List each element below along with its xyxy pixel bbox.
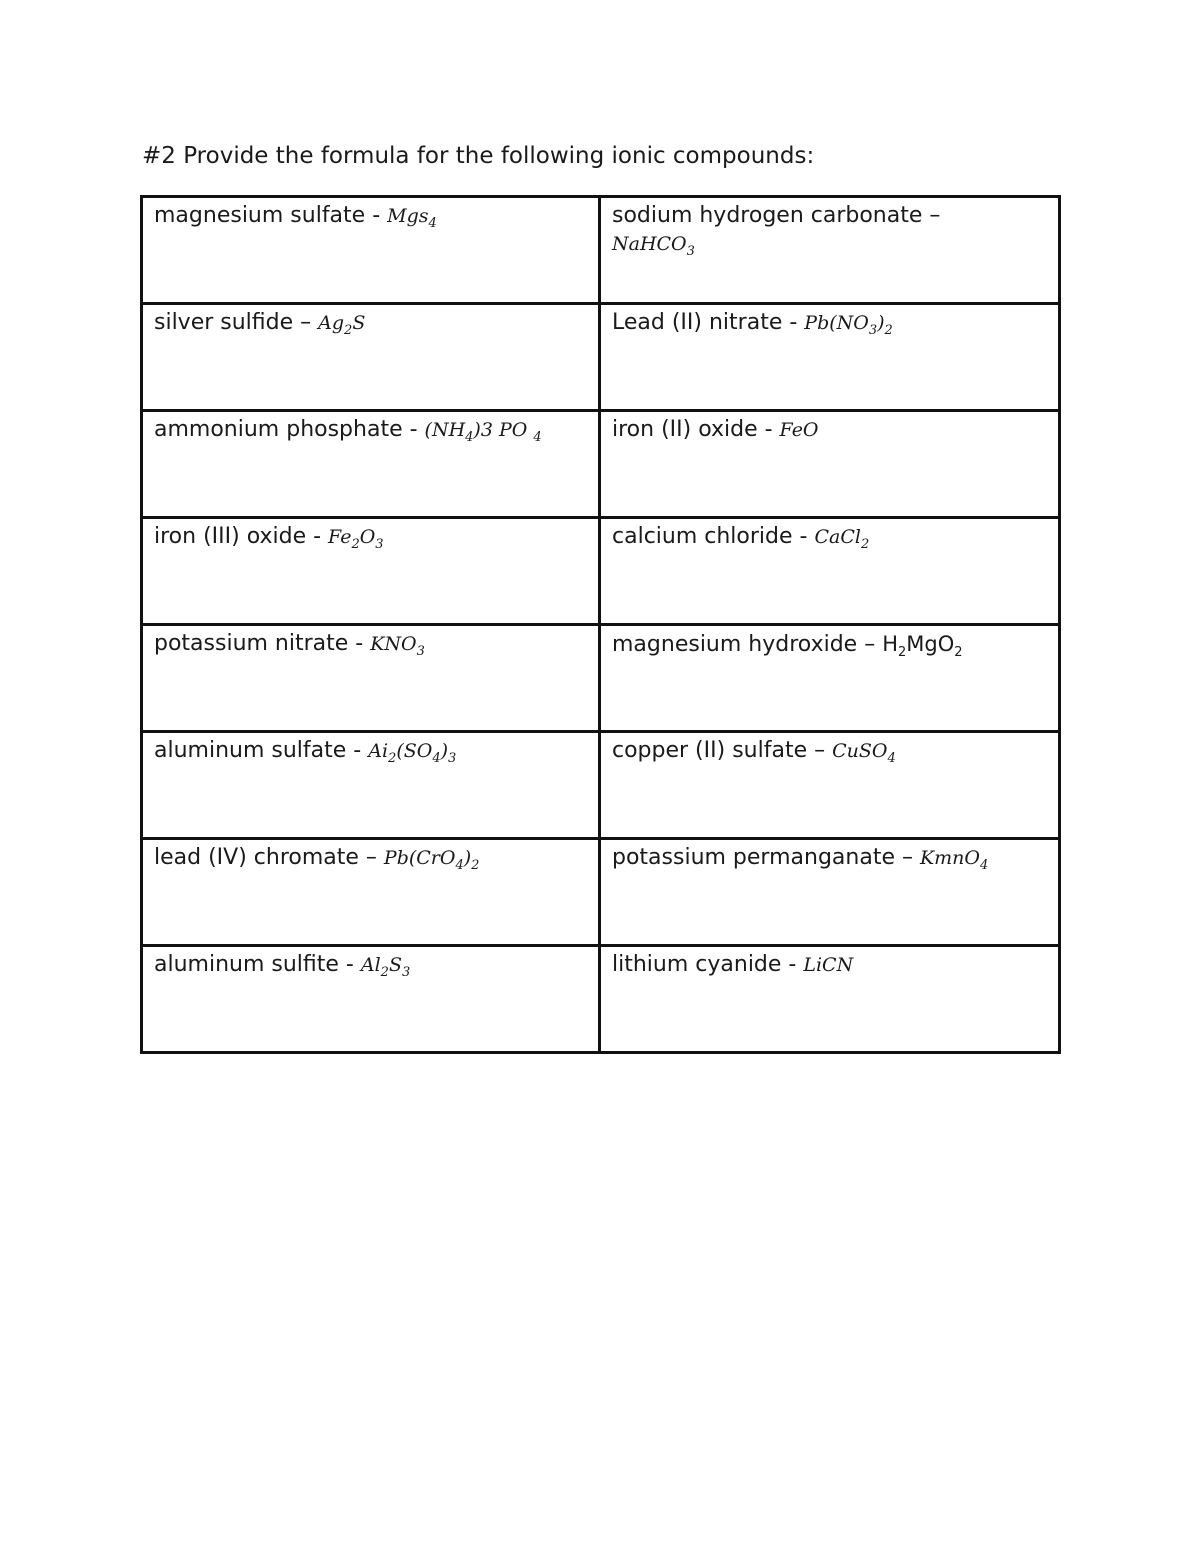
compound-name: magnesium hydroxide – bbox=[612, 632, 883, 657]
table-row bbox=[142, 839, 1060, 946]
compound-name: ammonium phosphate - bbox=[154, 417, 425, 442]
table-row bbox=[142, 304, 1060, 411]
formula-subscript: 2 bbox=[884, 322, 893, 338]
formula-subscript: 2 bbox=[954, 645, 963, 661]
compound-formula bbox=[370, 633, 425, 659]
compound-table-body bbox=[142, 197, 1060, 1053]
formula-text: H bbox=[882, 632, 898, 656]
formula-text: (SO bbox=[396, 740, 433, 762]
compound-name: potassium nitrate - bbox=[154, 631, 371, 656]
formula-subscript: 4 bbox=[887, 750, 896, 766]
compound-name: lead (IV) chromate – bbox=[154, 845, 384, 870]
compound-formula bbox=[387, 205, 437, 231]
compound-formula bbox=[803, 954, 853, 976]
compound-cell bbox=[142, 732, 600, 839]
compound-cell bbox=[600, 839, 1060, 946]
compound-name: aluminum sulfite - bbox=[154, 952, 361, 977]
formula-text: (NH bbox=[424, 419, 466, 441]
formula-subscript: 3 bbox=[686, 243, 695, 259]
compound-cell bbox=[600, 946, 1060, 1053]
table-row bbox=[142, 411, 1060, 518]
compound-cell bbox=[142, 839, 600, 946]
compound-cell bbox=[142, 518, 600, 625]
formula-text: ) bbox=[440, 740, 449, 762]
table-row bbox=[142, 518, 1060, 625]
compound-formula bbox=[424, 419, 542, 445]
compound-formula bbox=[368, 740, 457, 766]
compound-formula bbox=[882, 632, 963, 661]
formula-text: Pb(CrO bbox=[383, 847, 456, 869]
compound-cell bbox=[600, 518, 1060, 625]
compound-cell bbox=[600, 732, 1060, 839]
formula-text: ) bbox=[463, 847, 472, 869]
compound-name: calcium chloride - bbox=[612, 524, 815, 549]
formula-subscript: 2 bbox=[388, 750, 397, 766]
formula-subscript: 4 bbox=[465, 429, 474, 445]
table-row bbox=[142, 625, 1060, 732]
formula-text: Ai bbox=[368, 740, 389, 762]
compound-formula bbox=[612, 233, 695, 259]
formula-text: NaHCO bbox=[612, 233, 687, 255]
table-row bbox=[142, 946, 1060, 1053]
formula-subscript: 3 bbox=[448, 750, 457, 766]
formula-subscript: 4 bbox=[455, 857, 464, 873]
formula-text: LiCN bbox=[803, 954, 854, 976]
compound-formula bbox=[328, 526, 384, 552]
compound-formula bbox=[360, 954, 411, 980]
compound-name: lithium cyanide - bbox=[612, 952, 804, 977]
compound-name: copper (II) sulfate – bbox=[612, 738, 833, 763]
formula-subscript: 2 bbox=[344, 322, 353, 338]
formula-subscript: 4 bbox=[432, 750, 441, 766]
formula-subscript: 2 bbox=[471, 857, 480, 873]
compound-name: iron (III) oxide - bbox=[154, 524, 329, 549]
compound-cell bbox=[600, 197, 1060, 304]
formula-text: CuSO bbox=[832, 740, 888, 762]
formula-text: KmnO bbox=[919, 847, 980, 869]
formula-text: FeO bbox=[779, 419, 819, 441]
compound-formula bbox=[383, 847, 480, 873]
formula-subscript: 3 bbox=[416, 643, 425, 659]
formula-text: )3 PO bbox=[473, 419, 534, 441]
compound-cell bbox=[600, 411, 1060, 518]
formula-subscript: 3 bbox=[401, 964, 411, 980]
table-row bbox=[142, 197, 1060, 304]
compound-cell bbox=[600, 625, 1060, 732]
formula-subscript: 2 bbox=[380, 964, 389, 980]
compound-name: Lead (II) nitrate - bbox=[612, 310, 805, 335]
compound-formula bbox=[832, 740, 896, 766]
formula-subscript: 2 bbox=[897, 645, 907, 661]
compound-cell bbox=[142, 197, 600, 304]
formula-subscript: 4 bbox=[980, 857, 989, 873]
formula-text: ) bbox=[877, 312, 885, 334]
compound-name: iron (II) oxide - bbox=[612, 417, 780, 442]
compound-cell bbox=[142, 946, 600, 1053]
compound-cell bbox=[142, 411, 600, 518]
compound-cell bbox=[600, 304, 1060, 411]
compound-formula bbox=[919, 847, 989, 873]
page-title: #2 Provide the formula for the following ionic compounds: bbox=[142, 143, 815, 169]
compound-cell bbox=[142, 304, 600, 411]
formula-text: MgO bbox=[906, 632, 955, 656]
formula-text: Al bbox=[360, 954, 381, 976]
compound-formula bbox=[318, 312, 366, 338]
formula-subscript: 4 bbox=[428, 215, 437, 231]
formula-text: Pb(NO bbox=[804, 312, 869, 334]
formula-subscript: 3 bbox=[375, 536, 384, 552]
formula-subscript: 3 bbox=[868, 322, 878, 338]
compound-name: magnesium sulfate - bbox=[154, 203, 388, 228]
formula-text: CaCl bbox=[814, 526, 861, 548]
compound-name: sodium hydrogen carbonate – bbox=[612, 203, 941, 228]
compound-formula bbox=[814, 526, 870, 552]
formula-text: S bbox=[388, 954, 402, 976]
compound-table bbox=[140, 195, 1061, 1054]
compound-cell bbox=[142, 625, 600, 732]
table-row bbox=[142, 732, 1060, 839]
formula-text: KNO bbox=[370, 633, 417, 655]
formula-text: Fe bbox=[328, 526, 352, 548]
compound-name: silver sulfide – bbox=[154, 310, 319, 335]
formula-subscript: 2 bbox=[860, 536, 870, 552]
compound-name: aluminum sulfate - bbox=[154, 738, 369, 763]
formula-subscript: 4 bbox=[533, 429, 542, 445]
compound-name: potassium permanganate – bbox=[612, 845, 920, 870]
formula-text: O bbox=[359, 526, 376, 548]
formula-text: Mgs bbox=[387, 205, 429, 227]
formula-subscript: 2 bbox=[351, 536, 360, 552]
compound-formula bbox=[780, 419, 819, 441]
formula-text: S bbox=[352, 312, 366, 334]
compound-formula bbox=[804, 312, 893, 338]
formula-text: Ag bbox=[318, 312, 345, 334]
